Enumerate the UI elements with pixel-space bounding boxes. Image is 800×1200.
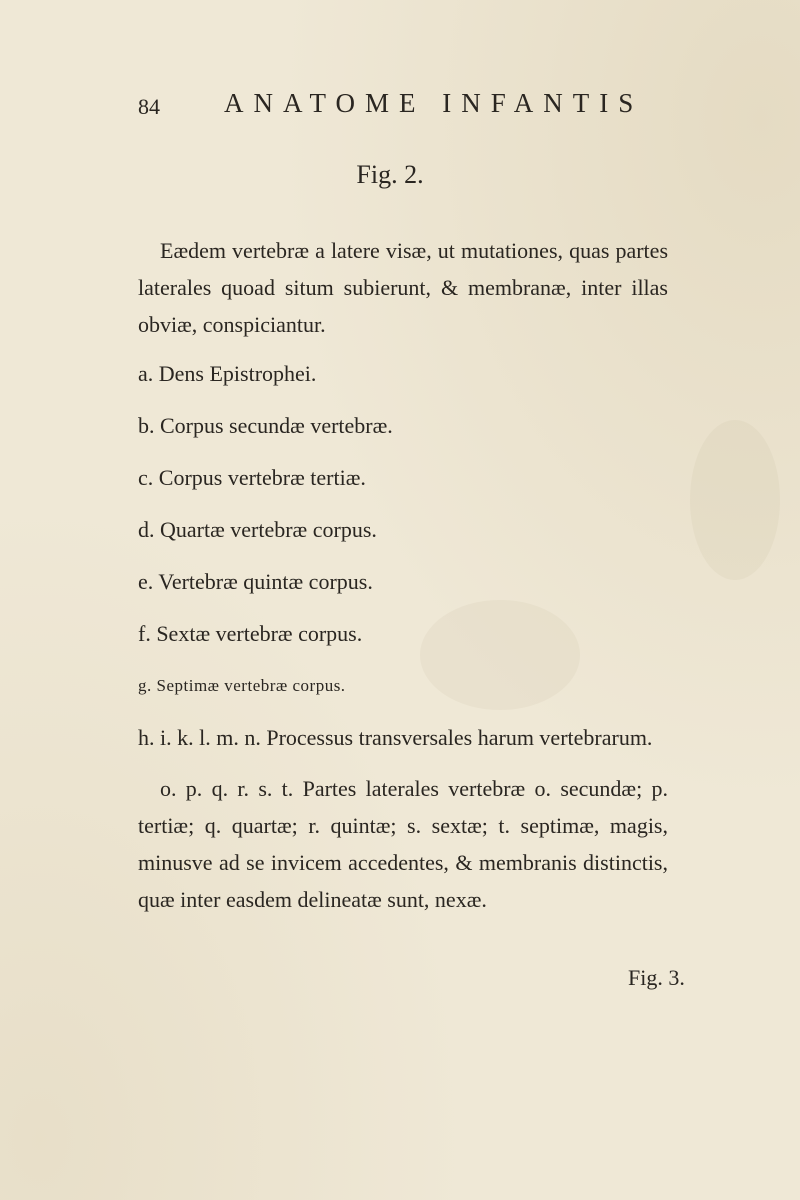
legend-item-h-n: h. i. k. l. m. n. Processus transversales harum vertebrarum. (138, 725, 653, 750)
legend-list (138, 355, 668, 719)
next-figure-catchword: Fig. 3. (628, 965, 685, 990)
legend-item-c: c. Corpus vertebræ tertiæ. (138, 465, 366, 490)
page-number: 84 (138, 94, 160, 119)
intro-paragraph: Eædem vertebræ a latere visæ, ut mutationes, quas partes laterales quoad situm subierunt, & membranæ, inter illas obviæ, conspiciantur. (138, 238, 668, 337)
legend-item-f: f. Sextæ vertebræ corpus. (138, 621, 363, 646)
legend-item-e: e. Vertebræ quintæ corpus. (138, 569, 373, 594)
figure-heading-text: Fig. 2. (356, 160, 424, 189)
running-title: ANATOME INFANTIS (224, 88, 644, 118)
paper-stain (690, 420, 780, 580)
page-header (138, 88, 658, 128)
figure-heading (0, 160, 800, 190)
legend-item-a: a. Dens Epistrophei. (138, 361, 317, 386)
legend-item-d: d. Quartæ vertebræ corpus. (138, 517, 377, 542)
legend-item-b: b. Corpus secundæ vertebræ. (138, 413, 393, 438)
legend-item-g: g. Septimæ vertebræ corpus. (138, 676, 346, 695)
legend-item-o-t: o. p. q. r. s. t. Partes laterales vertebræ o. secundæ; p. tertiæ; q. quartæ; r. quintæ; s. sextæ; t. septimæ, magis, minusve ad se invicem accedentes, & membranis distinctis, quæ inter easdem delineatæ sunt, nexæ. (138, 776, 668, 912)
page-body (138, 232, 668, 918)
